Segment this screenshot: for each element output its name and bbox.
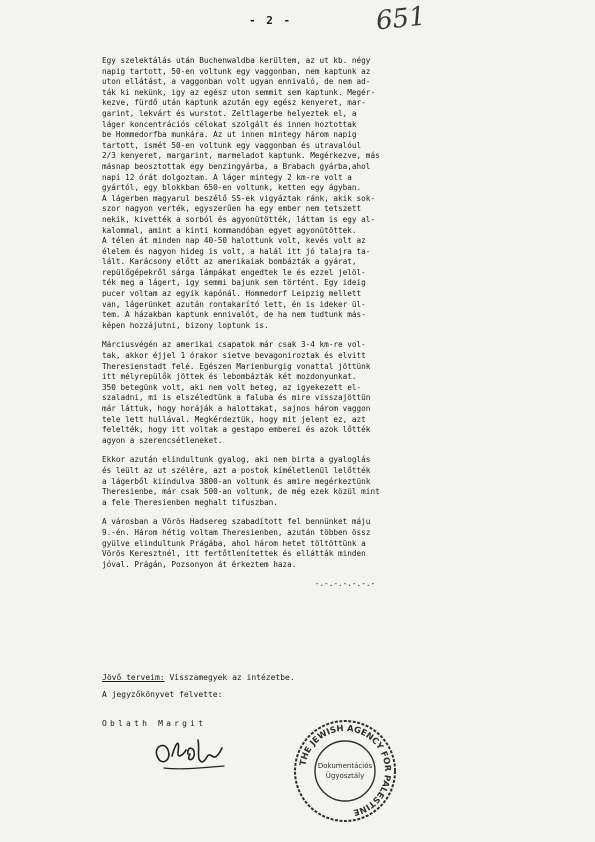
text-line: Egy szelektálás után Buchenwaldba kerültem, az ut kb. négy <box>102 56 371 65</box>
text-line: jóval. Prágán, Pozsonyon át érkeztem haza. <box>102 559 297 569</box>
text-line: uton ellátást, a vaggonban volt ugyan ennivaló, de nem ad- <box>102 77 371 87</box>
text-line: repülőgépekről sárga lámpákat engedtek le és ezzel jelöl- <box>102 267 366 277</box>
text-line: képen hozzájutni, bizony loptunk is. <box>102 320 269 330</box>
text-line: gyártól, egy blokkban 650-en voltunk, ketten egy ágyban. <box>102 183 362 193</box>
text-line: 2/3 kenyeret, margarint, marmeladot kaptunk. Megérkezve, más <box>102 151 380 161</box>
text-line: A lágerben magyarul beszélő SS-ek vigyáztak ránk, akik sok- <box>102 193 376 203</box>
recorder-name: Oblath Margit <box>102 719 207 728</box>
stamp-inner-line1: Dokumentációs <box>317 762 373 770</box>
text-line: élelem és nagyon hideg is volt, a halál itt jó talajra ta- <box>102 246 371 256</box>
handwritten-page-annotation: 651 <box>374 1 428 37</box>
text-line: már láttuk, hogy horáják a halottakat, sajnos három vaggon <box>102 404 371 413</box>
svg-text:THE JEWISH AGENCY FOR PALESTIN <box>298 724 392 817</box>
text-line: agyon a szerencsétleneket. <box>102 435 223 445</box>
text-line: ték meg a lágert, igy semmi bajunk sem történt. Egy ideig <box>102 278 366 288</box>
text-line: Vörös Keresztnél, itt fertőtlenítettek és ellátták minden <box>102 549 366 559</box>
text-line: 9.-én. Három hétig voltam Theresienben, azután többen össz <box>102 527 371 537</box>
text-line: Theresienstadt felé. Egészen Marienburgig vonattal jöttünk <box>102 361 371 371</box>
page-number: - 2 - <box>249 14 293 27</box>
text-line: lált. Karácsony előtt az amerikaiak bombázták a gyárat, <box>102 257 357 267</box>
text-line: 350 betegünk volt, aki nem volt beteg, az igyekezett el- <box>102 382 362 392</box>
text-line: gyülve elindultunk Prágába, ahol három hetet töltöttünk a <box>102 538 366 548</box>
text-line: napi 12 órát dolgoztam. A láger mintegy 2 km-re volt a <box>102 172 352 182</box>
text-line: láger koncentrációs célokat szolgált és innen hoztottak <box>102 119 357 129</box>
text-line: a lágerből kiindulva 3800-an voltunk és amire megérkeztünk <box>102 476 371 486</box>
text-line: tak, akkor éjjel 1 órakor sietve bevagoniroztak és elvitt <box>102 351 366 361</box>
paragraph <box>102 340 588 446</box>
text-line: Theresienbe, már csak 500-an voltunk, de még ezek közül mint <box>102 487 380 497</box>
text-line: A városban a Vörös Hadsereg szabadított fel bennünket máju <box>102 517 371 527</box>
paragraph <box>102 455 588 508</box>
text-line: és leült az ut szélére, azt a postok kíméletlenül lelőtték <box>102 465 371 475</box>
recorder-line: A jegyzőkönyvet felvette: <box>102 690 223 699</box>
text-line: napig tartott, 50-en voltunk egy vaggonban, nem kaptunk az <box>102 66 371 76</box>
future-plans <box>102 672 295 700</box>
text-line: pucer voltam az egyik kapónál. Hommedorf Leipzig mellett <box>102 289 362 299</box>
handwritten-signature <box>150 730 240 780</box>
text-line: a fele Theresienben meghalt tifuszban. <box>102 497 278 507</box>
text-line: garint, lekvárt és wurstot. Zeltlagerbe helyeztek el, a <box>102 108 357 118</box>
stamp-inner-line2: Ügyosztály <box>325 772 365 780</box>
text-line: nekik, kivették a sorból és agyonütötték, láttam is egy al- <box>102 214 376 224</box>
text-line: kalommal, amint a kinti kommandóban egyet agyonütöttek. <box>102 225 357 235</box>
text-line: ták ki nekünk, igy az egész uton semmit sem kaptunk. Megér- <box>102 87 376 97</box>
paragraph <box>102 517 588 570</box>
text-line: Ekkor azután elindultunk gyalog, aki nem birta a gyaloglás <box>102 455 371 465</box>
text-line: szaladni, mi is elszéledtünk a faluba és mire visszajöttün <box>102 393 371 403</box>
text-line: szor nagyon verték, egyszerűen ha egy ember nem tetszett <box>102 204 362 214</box>
text-line: másnap beosztottak egy benzingyárba, a Brabach gyárba,ahol <box>102 161 371 171</box>
jewish-agency-stamp <box>290 716 400 826</box>
text-line: itt mélyrepülők jöttek és lebombázták két mozdonyunkat. <box>102 372 357 382</box>
section-divider: -.-.-.-.-.-.- <box>314 579 376 589</box>
text-line: van, lágerünket azután rontakarító lett, én is ideker ül- <box>102 299 366 309</box>
text-line: tartott, ismét 50-en voltunk egy vaggonban és utravalóul <box>102 140 362 150</box>
testimony-body <box>102 56 588 600</box>
text-line: be Hommedorfba munkára. Az ut innen mintegy három napig <box>102 130 357 140</box>
future-plans-text: Visszamegyek az intézetbe. <box>169 673 295 682</box>
stamp-outer-text: THE JEWISH AGENCY FOR PALESTINE <box>298 723 393 818</box>
text-line: kezve, fürdő után kaptunk azután egy egész kenyeret, mar- <box>102 98 366 108</box>
paragraph <box>102 56 588 331</box>
text-line: felelték, hogy itt voltak a gestapo emberei és azok lőtték <box>102 425 371 435</box>
text-line: A télen át minden nap 40-50 halottunk volt, kevés volt az <box>102 236 366 246</box>
text-line: tele lett hullával. Megkérdeztük, hogy mit jelent ez, azt <box>102 414 366 424</box>
future-plans-label: Jövő terveim: <box>102 673 165 682</box>
text-line: Márciusvégén az amerikai csapatok már csak 3-4 km-re vol- <box>102 340 366 350</box>
text-line: tem. A házakban kaptunk ennivalót, de ha nem tudtunk más- <box>102 310 366 320</box>
